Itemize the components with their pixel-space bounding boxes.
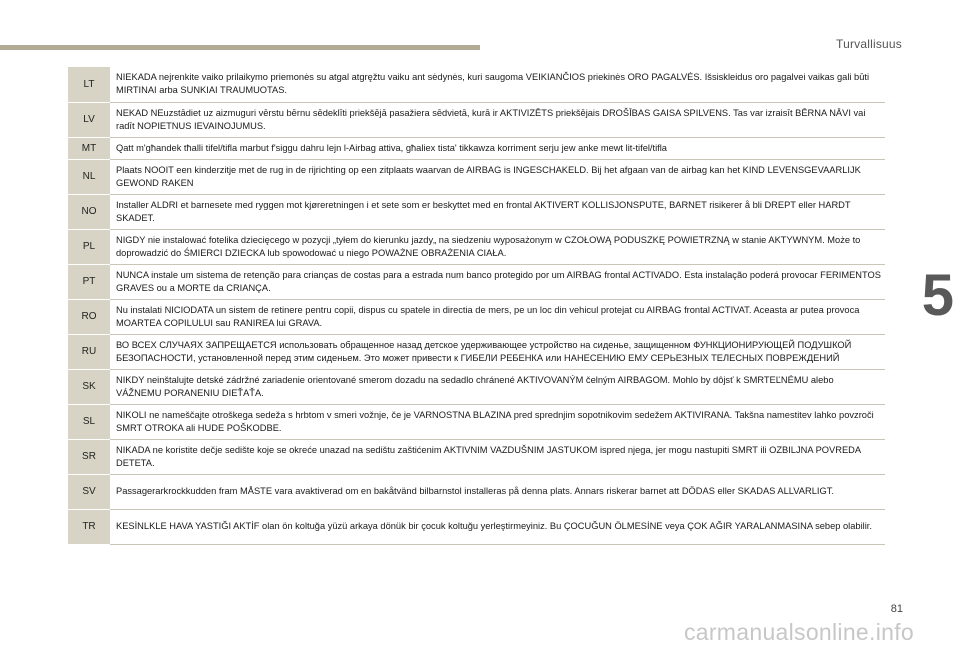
language-code: TR — [68, 509, 110, 544]
warning-text: NIGDY nie instalować fotelika dziecięcego w pozycji „tyłem do kierunku jazdy„ na siedzeniu wyposażonym w CZOŁOWĄ PODUSZKĘ POWIETRZNĄ w stanie AKTYWNYM. Może to doprowadzić do ŚMIERCI DZIECKA lub spowodować u niego POWAŻNE OBRAŻENIA CIAŁA. — [110, 229, 885, 264]
section-title: Turvallisuus — [836, 37, 902, 51]
table-row — [68, 102, 885, 137]
warning-text: Passagerarkrockkudden fram MÅSTE vara avaktiverad om en bakåtvänd bilbarnstol installeras på denna plats. Annars riskerar barnet att DÖDAS eller SKADAS ALLVARLIGT. — [110, 474, 885, 509]
warning-text: Plaats NOOIT een kinderzitje met de rug in de rijrichting op een zitplaats waarvan de AIRBAG is INGESCHAKELD. Bij het afgaan van de airbag kan het KIND LEVENSGEVAARLIJK GEWOND RAKEN — [110, 159, 885, 194]
warning-text: NUNCA instale um sistema de retenção para crianças de costas para a estrada num banco protegido por um AIRBAG frontal ACTIVADO. Esta instalação poderá provocar FERIMENTOS GRAVES ou a MORTE da CRIANÇA. — [110, 264, 885, 299]
language-code: LT — [68, 67, 110, 102]
language-code: SV — [68, 474, 110, 509]
page-number: 81 — [890, 603, 903, 615]
warning-text: NIEKADA nejrenkite vaiko prilaikymo priemonės su atgal atgręžtu vaiku ant sėdynės, kuri saugoma VEIKIANČIOS priekinės ORO PAGALVĖS. Išsiskleidus oro pagalvei vaikas gali būti MIRTINAI arba SUNKIAI TRAUMUOTAS. — [110, 67, 885, 102]
table-row — [68, 404, 885, 439]
warning-text: Installer ALDRI et barnesete med ryggen mot kjøreretningen i et sete som er beskyttet med en frontal AKTIVERT KOLLISJONSPUTE, BARNET risikerer å bli DREPT eller HARDT SKADET. — [110, 194, 885, 229]
table-row — [68, 159, 885, 194]
warning-text: Nu instalati NICIODATA un sistem de retinere pentru copii, dispus cu spatele in directia de mers, pe un loc din vehicul protejat cu AIRBAG frontal ACTIVAT. Aceasta ar putea provoca MOARTEA COPILULUI sau RANIREA lui GRAVA. — [110, 299, 885, 334]
chapter-number: 5 — [921, 263, 954, 328]
table-row — [68, 194, 885, 229]
table-row — [68, 67, 885, 102]
warning-text: ВО ВСЕХ СЛУЧАЯХ ЗАПРЕЩАЕТСЯ использовать обращенное назад детское удерживающее устройство на сиденье, защищенном ФУНКЦИОНИРУЮЩЕЙ ПОДУШКОЙ БЕЗОПАСНОСТИ, установленной перед этим сиденьем. Это может привести к ГИБЕЛИ РЕБЕНКА или НАНЕСЕНИЮ ЕМУ СЕРЬЕЗНЫХ ТЕЛЕСНЫХ ПОВРЕЖДЕНИЙ — [110, 334, 885, 369]
table-row — [68, 369, 885, 404]
warning-text: NEKAD NEuzstādiet uz aizmuguri vērstu bērnu sēdeklīti priekšējā pasažiera sēdvietā, kurā ir AKTIVIZĒTS priekšējais DROŠĪBAS GAISA SPILVENS. Tas var izraisīt BĒRNA NĀVI vai radīt NOPIETNUS IEVAINOJUMUS. — [110, 102, 885, 137]
warning-text: NIKOLI ne nameščajte otroškega sedeža s hrbtom v smeri vožnje, če je VARNOSTNA BLAZINA pred sprednjim sopotnikovim sedežem AKTIVIRANA. Takšna namestitev lahko povzroči SMRT OTROKA ali HUDE POŠKODBE. — [110, 404, 885, 439]
warning-text: NIKADA ne koristite dečje sedište koje se okreće unazad na sedištu zaštićenim AKTIVNIM VAZDUŠNIM JASTUKOM ispred njega, jer mogu nastupiti SMRT ili OZBILJNA POVREDA DETETA. — [110, 439, 885, 474]
language-code: LV — [68, 102, 110, 137]
watermark: carmanualsonline.info — [683, 619, 914, 645]
language-code: MT — [68, 137, 110, 159]
language-code: SK — [68, 369, 110, 404]
warning-text: Qatt m'għandek tħalli tifel/tifla marbut f'siggu dahru lejn l-Airbag attiva, għaliex tista' tikkawza korriment serju jew anke mewt lit-tifel/tifla — [110, 137, 885, 159]
language-code: NO — [68, 194, 110, 229]
table-row — [68, 474, 885, 509]
language-code: SR — [68, 439, 110, 474]
warning-text: NIKDY neinštalujte detské zádržné zariadenie orientované smerom dozadu na sedadlo chránené AKTIVOVANÝM čelným AIRBAGOM. Mohlo by dôjsť k SMRTEĽNÉMU alebo VÁŽNEMU PORANENIU DIEŤAŤA. — [110, 369, 885, 404]
language-code: RO — [68, 299, 110, 334]
language-code: SL — [68, 404, 110, 439]
language-code: NL — [68, 159, 110, 194]
language-code: PL — [68, 229, 110, 264]
table-row — [68, 137, 885, 159]
table-row — [68, 334, 885, 369]
warning-text: KESİNLKLE HAVA YASTIĞI AKTİF olan ön koltuğa yüzü arkaya dönük bir çocuk koltuğu yerleştirmeyiniz. Bu ÇOCUĞUN ÖLMESİNE veya ÇOK AĞIR YARALANMASINA sebep olabilir. — [110, 509, 885, 544]
table-row — [68, 299, 885, 334]
header-rule — [0, 45, 480, 50]
language-code: PT — [68, 264, 110, 299]
language-code: RU — [68, 334, 110, 369]
table-row — [68, 439, 885, 474]
table-row — [68, 264, 885, 299]
airbag-warning-table — [68, 67, 885, 545]
table-row — [68, 229, 885, 264]
warning-table-body — [68, 67, 885, 544]
table-row — [68, 509, 885, 544]
